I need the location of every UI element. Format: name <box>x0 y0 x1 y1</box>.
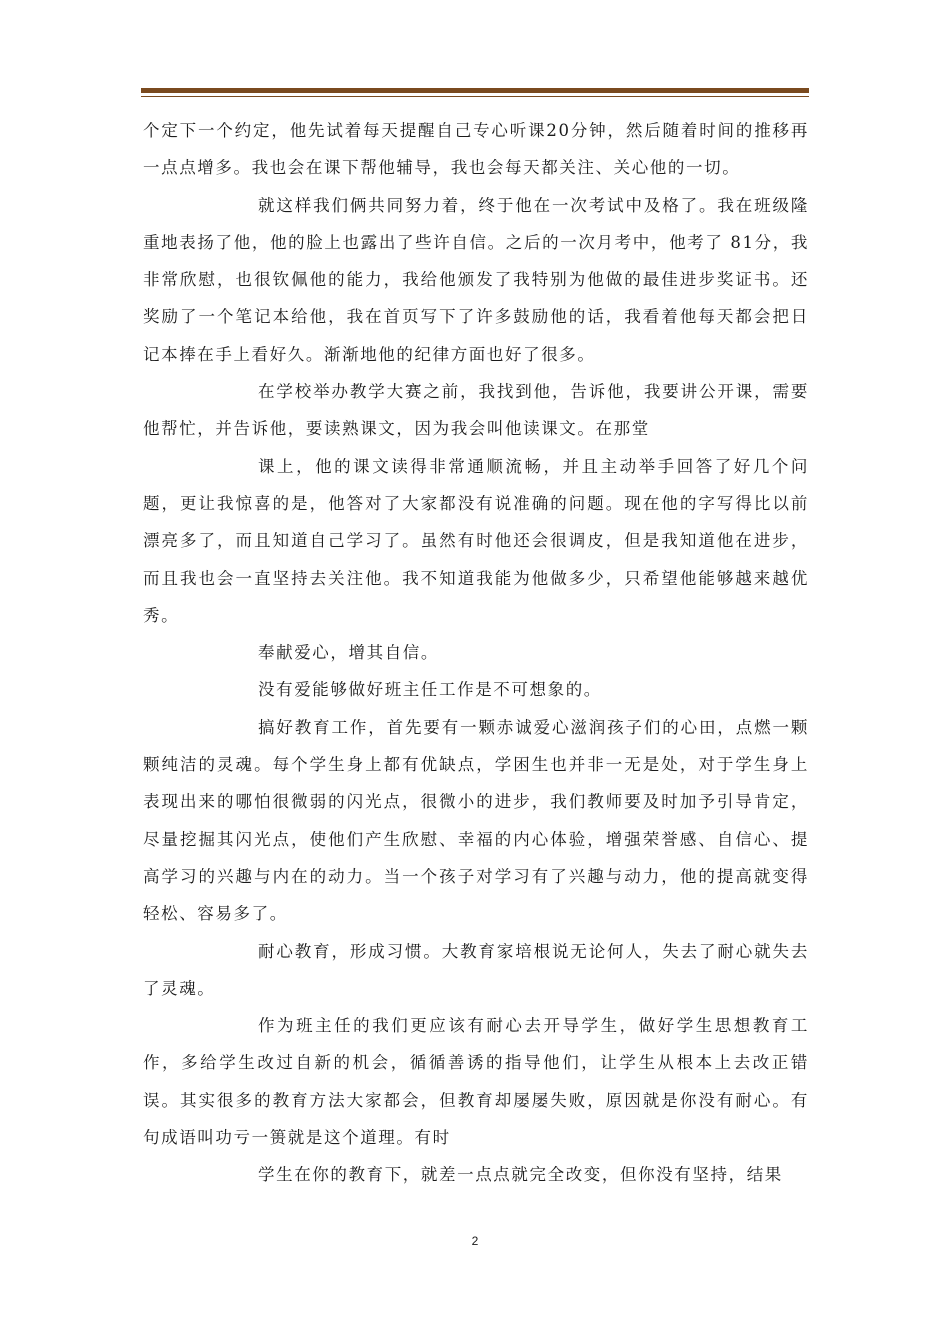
paragraph: 搞好教育工作，首先要有一颗赤诚爱心滋润孩子们的心田，点燃一颗颗纯洁的灵魂。每个学生身上都有优缺点，学困生也并非一无是处，对于学生身上表现出来的哪怕很微弱的闪光点，很微小的进步，我们教师要及时加予引导肯定，尽量挖掘其闪光点，使他们产生欣慰、幸福的内心体验，增强荣誉感、自信心、提高学习的兴趣与内在的动力。当一个孩子对学习有了兴趣与动力，他的提高就变得轻松、容易多了。 <box>143 717 809 924</box>
paragraph: 没有爱能够做好班主任工作是不可想象的。 <box>258 680 602 700</box>
header-rule-thin <box>141 96 809 97</box>
paragraph: 个定下一个约定，他先试着每天提醒自己专心听课20分钟，然后随着时间的推移再一点点增多。我也会在课下帮他辅导，我也会每天都关注、关心他的一切。 <box>143 121 809 178</box>
paragraph: 就这样我们俩共同努力着，终于他在一次考试中及格了。我在班级隆重地表扬了他，他的脸上也露出了些许自信。之后的一次月考中，他考了 81分，我非常欣慰，也很钦佩他的能力，我给他颁发了我特别为他做的最佳进步奖证书。还奖励了一个笔记本给他，我在首页写下了许多鼓励他的话，我看着他每天都会把日记本捧在手上看好久。渐渐地他的纪律方面也好了很多。 <box>143 195 809 364</box>
paragraph: 奉献爱心，增其自信。 <box>258 643 439 663</box>
paragraph: 在学校举办教学大赛之前，我找到他，告诉他，我要讲公开课，需要他帮忙，并告诉他，要读熟课文，因为我会叫他读课文。在那堂 <box>143 382 809 439</box>
page-body <box>143 112 809 1194</box>
page-number: 2 <box>471 1234 479 1248</box>
paragraph: 课上，他的课文读得非常通顺流畅，并且主动举手回答了好几个问题，更让我惊喜的是，他答对了大家都没有说准确的问题。现在他的字写得比以前漂亮多了，而且知道自己学习了。虽然有时他还会很调皮，但是我知道他在进步，而且我也会一直坚持去关注他。我不知道我能为他做多少，只希望他能够越来越优秀。 <box>143 456 809 625</box>
header-rule <box>141 88 809 93</box>
paragraph: 作为班主任的我们更应该有耐心去开导学生，做好学生思想教育工作，多给学生改过自新的机会，循循善诱的指导他们，让学生从根本上去改正错误。其实很多的教育方法大家都会，但教育却屡屡失败，原因就是你没有耐心。有句成语叫功亏一篑就是这个道理。有时 <box>143 1016 809 1148</box>
paragraph: 耐心教育，形成习惯。大教育家培根说无论何人，失去了耐心就失去了灵魂。 <box>143 941 809 998</box>
paragraph: 学生在你的教育下，就差一点点就完全改变，但你没有坚持，结果 <box>258 1165 783 1185</box>
